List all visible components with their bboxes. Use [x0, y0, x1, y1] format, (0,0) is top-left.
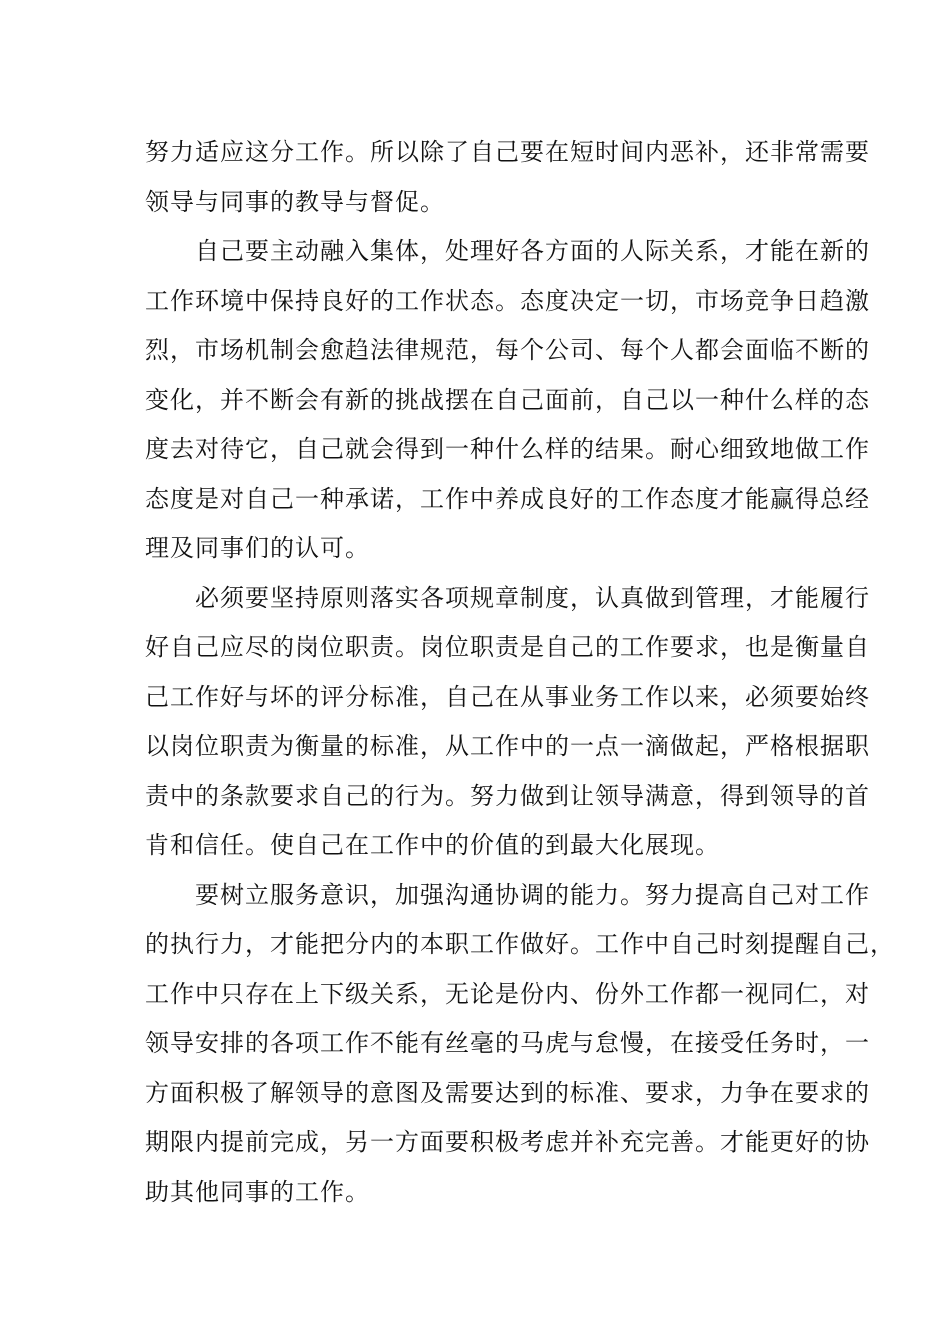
text-line: 要树立服务意识，加强沟通协调的能力。努力提高自己对工作 — [145, 880, 870, 909]
text-line: 的执行力，才能把分内的本职工作做好。工作中自己时刻提醒自己， — [145, 930, 895, 958]
text-line: 助其他同事的工作。 — [145, 1177, 370, 1206]
text-line: 必须要坚持原则落实各项规章制度，认真做到管理，才能履行 — [145, 583, 870, 612]
paragraph-4 — [145, 871, 895, 1218]
text-line: 好自己应尽的岗位职责。岗位职责是自己的工作要求，也是衡量自 — [145, 633, 870, 661]
text-line: 烈，市场机制会愈趋法律规范，每个公司、每个人都会面临不断的 — [145, 336, 870, 364]
text-line: 变化，并不断会有新的挑战摆在自己面前，自己以一种什么样的态 — [145, 385, 870, 414]
text-line: 领导与同事的教导与督促。 — [145, 187, 445, 216]
text-line: 工作中只存在上下级关系，无论是份内、份外工作都一视同仁，对 — [145, 979, 870, 1008]
text-line: 期限内提前完成，另一方面要积极考虑并补充完善。才能更好的协 — [145, 1128, 870, 1156]
text-line: 度去对待它，自己就会得到一种什么样的结果。耐心细致地做工作 — [145, 435, 870, 463]
text-line: 己工作好与坏的评分标准，自己在从事业务工作以来，必须要始终 — [145, 682, 870, 711]
text-line: 领导安排的各项工作不能有丝毫的马虎与怠慢，在接受任务时，一 — [145, 1029, 870, 1057]
text-line: 责中的条款要求自己的行为。努力做到让领导满意，得到领导的首 — [145, 781, 870, 810]
paragraph-3 — [145, 574, 870, 871]
document-body — [145, 128, 895, 1217]
text-line: 理及同事们的认可。 — [145, 534, 370, 562]
text-line: 以岗位职责为衡量的标准，从工作中的一点一滴做起，严格根据职 — [145, 732, 870, 760]
paragraph-1 — [145, 128, 870, 227]
text-line: 努力适应这分工作。所以除了自己要在短时间内恶补，还非常需要 — [145, 138, 870, 166]
paragraph-2 — [145, 227, 870, 574]
text-line: 态度是对自己一种承诺，工作中养成良好的工作态度才能赢得总经 — [145, 484, 870, 513]
text-line: 方面积极了解领导的意图及需要达到的标准、要求，力争在要求的 — [145, 1078, 870, 1107]
text-line: 自己要主动融入集体，处理好各方面的人际关系，才能在新的 — [145, 237, 870, 265]
text-line: 肯和信任。使自己在工作中的价值的到最大化展现。 — [145, 831, 720, 859]
text-line: 工作环境中保持良好的工作状态。态度决定一切，市场竞争日趋激 — [145, 286, 870, 315]
